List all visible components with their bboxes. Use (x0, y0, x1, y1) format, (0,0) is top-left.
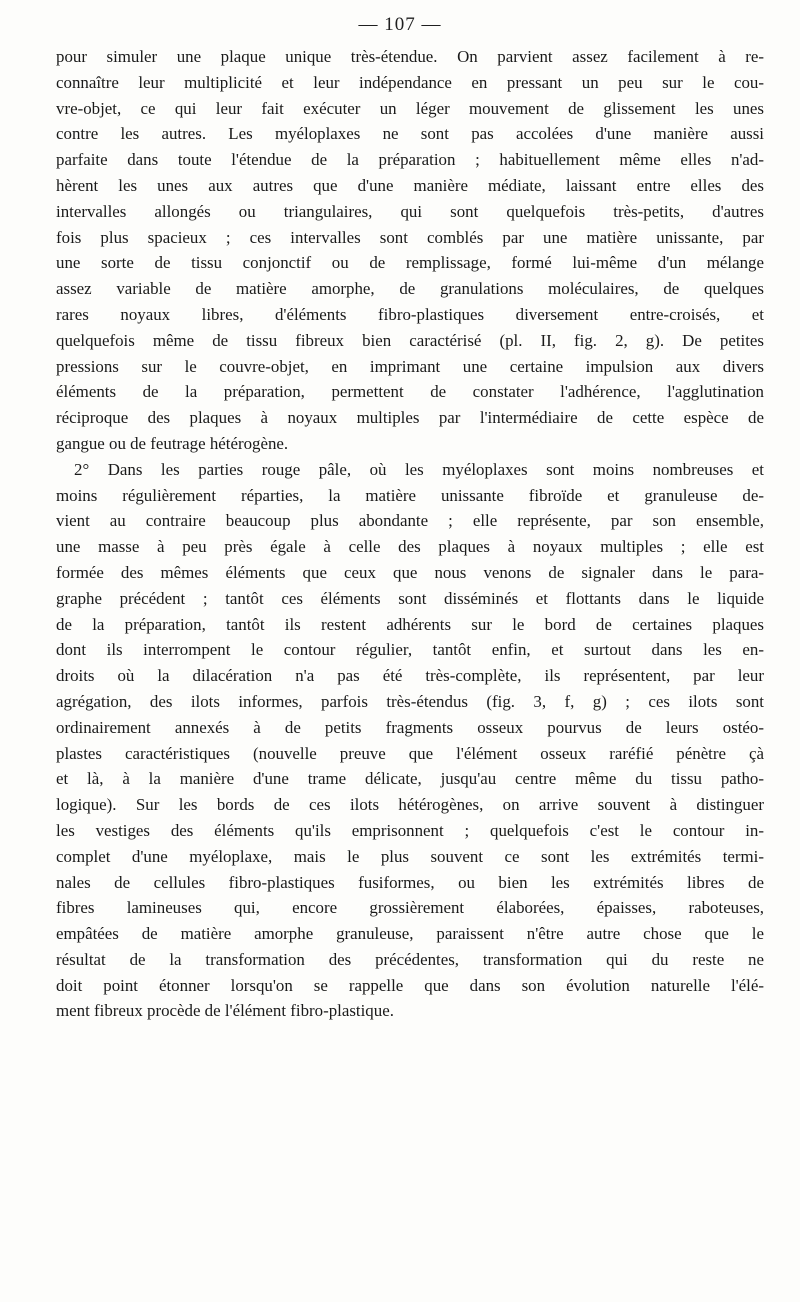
text-line: parfaite dans toute l'étendue de la préparation ; habituellement même elles n'ad- (56, 150, 764, 170)
text-line: gangue ou de feutrage hétérogène. (56, 433, 289, 453)
text-line: agrégation, des ilots informes, parfois très-étendus (fig. 3, f, g) ; ces ilots sont (56, 691, 764, 711)
text-line: droits où la dilacération n'a pas été très-complète, ils représentent, par leur (56, 666, 764, 686)
text-line: 2° Dans les parties rouge pâle, où les myéloplaxes sont moins nombreuses et (74, 459, 764, 479)
text-line: connaître leur multiplicité et leur indépendance en pressant un peu sur le cou- (56, 72, 764, 92)
text-line: plastes caractéristiques (nouvelle preuve que l'élément osseux raréfié pénètre çà (56, 743, 764, 763)
text-line: intervalles allongés ou triangulaires, qui sont quelquefois très-petits, d'autres (56, 201, 764, 221)
text-line: doit point étonner lorsqu'on se rappelle que dans son évolution naturelle l'élé- (56, 975, 764, 995)
text-line: vient au contraire beaucoup plus abondante ; elle représente, par son ensemble, (56, 511, 764, 531)
text-line: éléments de la préparation, permettent de constater l'adhérence, l'agglutination (56, 382, 764, 402)
text-line: rares noyaux libres, d'éléments fibro-plastiques diversement entre-croisés, et (56, 304, 764, 324)
text-line: contre les autres. Les myéloplaxes ne sont pas accolées d'une manière aussi (56, 124, 764, 144)
text-line: ordinairement annexés à de petits fragments osseux pourvus de leurs ostéo- (56, 717, 764, 737)
text-line: dont ils interrompent le contour régulier, tantôt enfin, et surtout dans les en- (56, 640, 764, 660)
paragraph-2 (56, 457, 764, 1025)
text-line: une masse à peu près égale à celle des plaques à noyaux multiples ; elle est (56, 537, 764, 557)
text-line: réciproque des plaques à noyaux multiples par l'intermédiaire de cette espèce de (56, 408, 764, 428)
text-line: les vestiges des éléments qu'ils emprisonnent ; quelquefois c'est le contour in- (56, 820, 764, 840)
text-line: de la préparation, tantôt ils restent adhérents sur le bord de certaines plaques (56, 614, 764, 634)
body-text (56, 44, 764, 1024)
text-line: nales de cellules fibro-plastiques fusiformes, ou bien les extrémités libres de (56, 872, 764, 892)
text-line: pressions sur le couvre-objet, en imprimant une certaine impulsion aux divers (56, 356, 764, 376)
text-line: empâtées de matière amorphe granuleuse, paraissent n'être autre chose que le (56, 924, 764, 944)
text-line: fibres lamineuses qui, encore grossièrement élaborées, épaisses, raboteuses, (56, 898, 764, 918)
paragraph-1 (56, 44, 764, 457)
text-line: graphe précédent ; tantôt ces éléments sont disséminés et flottants dans le liquide (56, 588, 764, 608)
text-line: fois plus spacieux ; ces intervalles sont comblés par une matière unissante, par (56, 227, 764, 247)
text-line: résultat de la transformation des précédentes, transformation qui du reste ne (56, 949, 764, 969)
text-line: pour simuler une plaque unique très-étendue. On parvient assez facilement à re- (56, 47, 764, 66)
text-line: vre-objet, ce qui leur fait exécuter un léger mouvement de glissement les unes (56, 98, 764, 118)
text-line: et là, à la manière d'une trame délicate, jusqu'au centre même du tissu patho- (56, 769, 764, 789)
text-line: ment fibreux procède de l'élément fibro-plastique. (56, 1001, 394, 1021)
text-line: quelquefois même de tissu fibreux bien caractérisé (pl. II, fig. 2, g). De petites (56, 330, 764, 350)
text-line: logique). Sur les bords de ces ilots hétérogènes, on arrive souvent à distinguer (56, 795, 764, 815)
text-line: complet d'une myéloplaxe, mais le plus souvent ce sont les extrémités termi- (56, 846, 764, 866)
text-line: hèrent les unes aux autres que d'une manière médiate, laissant entre elles des (56, 175, 764, 195)
page-number: — 107 — (358, 14, 442, 35)
text-line: moins régulièrement réparties, la matière unissante fibroïde et granuleuse de- (56, 485, 764, 505)
text-line: formée des mêmes éléments que ceux que nous venons de signaler dans le para- (56, 562, 764, 582)
text-line: une sorte de tissu conjonctif ou de remplissage, formé lui-même d'un mélange (56, 253, 764, 273)
text-line: assez variable de matière amorphe, de granulations moléculaires, de quelques (56, 279, 764, 299)
